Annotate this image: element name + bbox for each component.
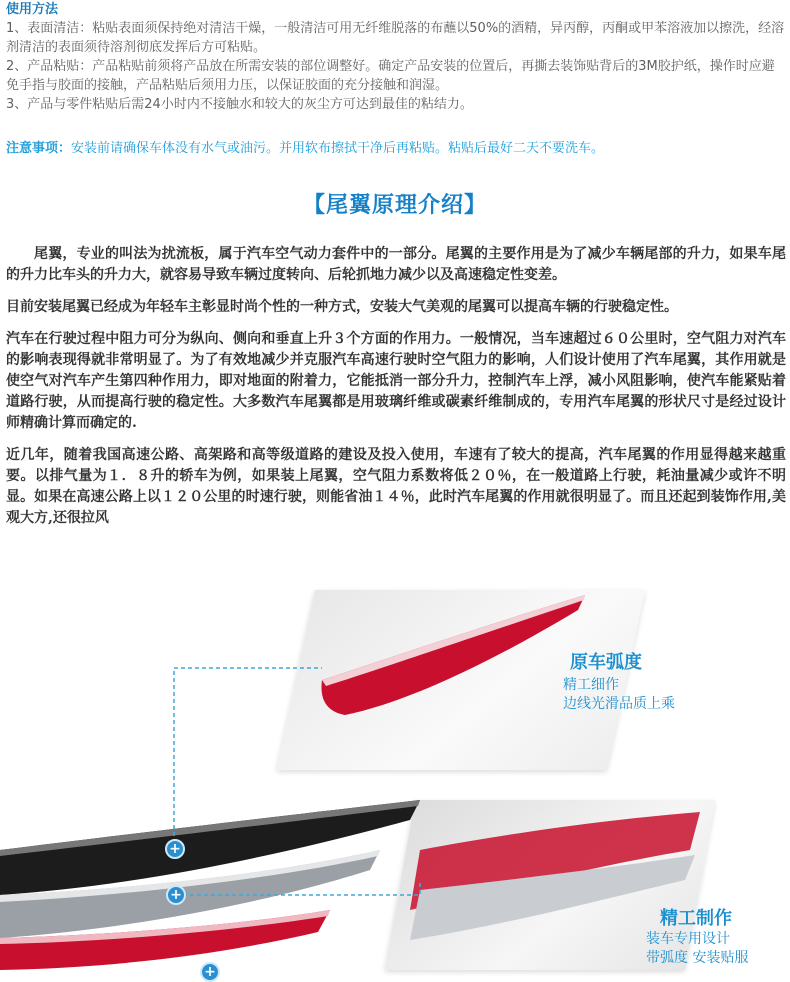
usage-step-2: 2、产品粘贴：产品粘贴前须将产品放在所需安装的部位调整好。确定产品安装的位置后，再撕去装饰贴背后的3M胶护纸，操作时应避免手指与胶面的接触，产品粘贴后须用力压，以保证胶面的充分接触和润湿。 bbox=[6, 59, 775, 93]
note-label: 注意事项： bbox=[6, 141, 72, 156]
article-body bbox=[6, 244, 786, 540]
callout-2-desc bbox=[646, 930, 748, 968]
spoiler-figure bbox=[0, 550, 790, 980]
note-text: 安装前请确保车体没有水气或油污。并用软布擦拭干净后再粘贴。粘贴后最好二天不要洗车。 bbox=[71, 141, 605, 156]
usage-title: 使用方法 bbox=[6, 2, 59, 17]
article-paragraph-3: 汽车在行驶过程中阻力可分为纵向、侧向和垂直上升３个方面的作用力。一般情况，当车速超过６０公里时，空气阻力对汽车的影响表现得就非常明显了。为了有效地减少并克服汽车高速行驶时空气阻力的影响，人们设计使用了汽车尾翼，其作用就是使空气对汽车产生第四种作用力，即对地面的附着力，它能抵消一部分升力，控制汽车上浮，减小风阻影响，使汽车能紧贴着道路行驶，从而提高行驶的稳定性。大多数汽车尾翼都是用玻璃纤维或碳素纤维制成的，专用汽车尾翼的形状尺寸是经过设计师精确计算而确定的. bbox=[6, 331, 786, 431]
callout-1-line-2: 边线光滑品质上乘 bbox=[563, 696, 675, 712]
callout-2-line-2: 带弧度 安装贴服 bbox=[646, 950, 749, 966]
callout-1-desc bbox=[563, 676, 675, 714]
callout-1-line-1: 精工细作 bbox=[563, 677, 619, 693]
callout-2-line-1: 装车专用设计 bbox=[646, 931, 730, 947]
usage-section bbox=[6, 0, 786, 114]
callout-1-title: 原车弧度 bbox=[570, 652, 642, 673]
plus-marker-icon: + bbox=[200, 962, 220, 982]
section-heading: 【尾翼原理介绍】 bbox=[302, 193, 487, 218]
plus-marker-icon: + bbox=[166, 885, 186, 905]
article-paragraph-2: 目前安装尾翼已经成为年轻车主彰显时尚个性的一种方式，安装大气美观的尾翼可以提高车辆的行驶稳定性。 bbox=[6, 299, 678, 315]
usage-step-3: 3、产品与零件粘贴后需24小时内不接触水和较大的灰尘方可达到最佳的粘结力。 bbox=[6, 97, 473, 112]
note-line bbox=[6, 137, 604, 156]
plus-marker-icon: + bbox=[165, 839, 185, 859]
callout-2-title: 精工制作 bbox=[660, 908, 732, 929]
usage-step-1: 1、表面清洁：粘贴表面须保持绝对清洁干燥，一般清洁可用无纤维脱落的布蘸以50%的酒精，异丙醇，丙酮或甲苯溶液加以擦洗，经溶剂清洁的表面须待溶剂彻底发挥后方可粘贴。 bbox=[6, 21, 785, 55]
article-paragraph-4: 近几年，随着我国高速公路、高架路和高等级道路的建设及投入使用，车速有了较大的提高，汽车尾翼的作用显得越来越重要。以排气量为１．８升的轿车为例，如果装上尾翼，空气阻力系数将低２０％，在一般道路上行驶，耗油量减少或许不明显。如果在高速公路上以１２０公里的时速行驶，则能省油１４％，此时汽车尾翼的作用就很明显了。而且还起到装饰作用,美观大方,还很拉风 bbox=[6, 447, 786, 526]
article-paragraph-1: 尾翼，专业的叫法为扰流板，属于汽车空气动力套件中的一部分。尾翼的主要作用是为了减少车辆尾部的升力，如果车尾的升力比车头的升力大，就容易导致车辆过度转向、后轮抓地力减少以及高速稳定性变差。 bbox=[6, 246, 786, 283]
spoiler-closeup-red bbox=[321, 595, 585, 715]
